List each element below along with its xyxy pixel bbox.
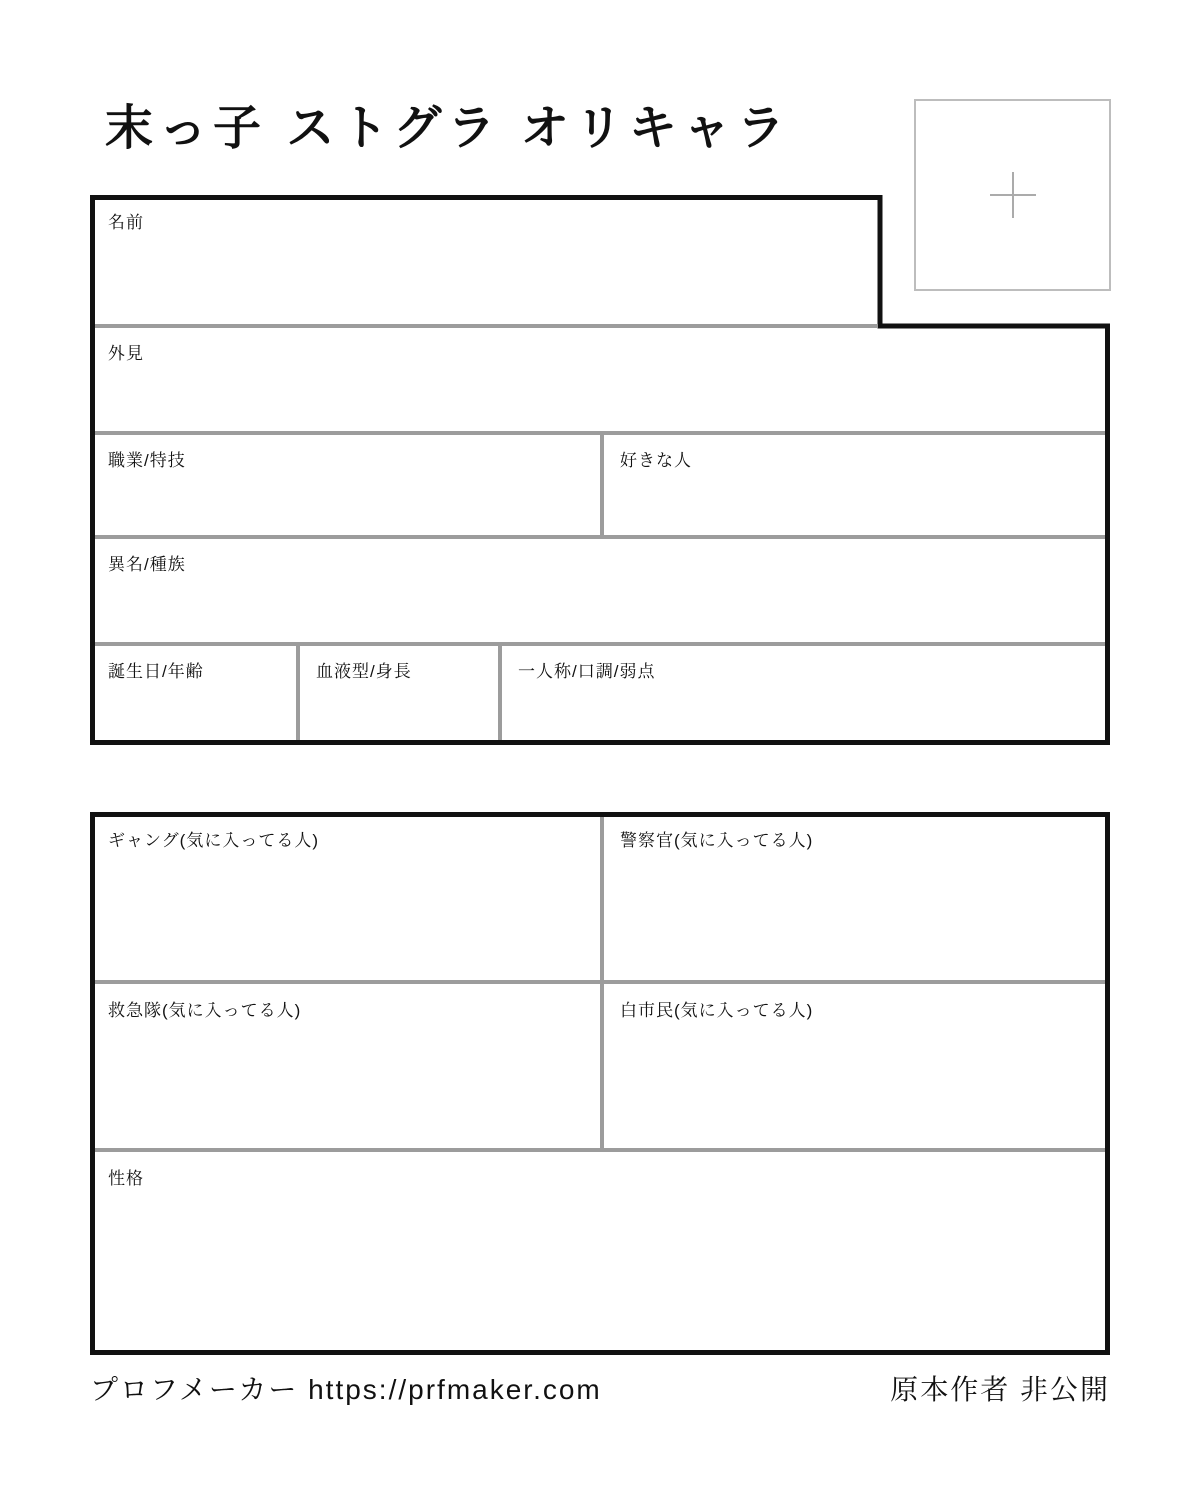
liked-person-label: 好きな人: [620, 451, 692, 470]
footer-author: 原本作者 非公開: [890, 1374, 1110, 1405]
occupation-field[interactable]: [95, 470, 600, 534]
appearance-field[interactable]: [95, 363, 1105, 430]
footer-credit[interactable]: プロフメーカー https://prfmaker.com: [90, 1374, 602, 1405]
appearance-label: 外見: [108, 344, 144, 363]
personality-field[interactable]: [95, 1188, 1105, 1350]
name-field[interactable]: [95, 231, 878, 323]
citizen-label: 白市民(気に入ってる人): [620, 1001, 814, 1020]
pronoun-label: 一人称/口調/弱点: [518, 662, 656, 681]
relations-box: [90, 812, 1110, 1355]
footer: [90, 1368, 1110, 1408]
name-label: 名前: [108, 213, 144, 232]
blood-label: 血液型/身長: [316, 662, 412, 681]
page-title: 末っ子 ストグラ オリキャラ: [105, 102, 791, 155]
gang-field[interactable]: [95, 850, 600, 980]
liked-person-field[interactable]: [604, 470, 1105, 534]
occupation-label: 職業/特技: [108, 451, 186, 470]
personality-label: 性格: [108, 1169, 144, 1188]
blood-field[interactable]: [300, 681, 498, 740]
gang-label: ギャング(気に入ってる人): [108, 831, 319, 850]
paramedic-label: 救急隊(気に入ってる人): [108, 1001, 302, 1020]
birthday-field[interactable]: [95, 681, 296, 740]
police-field[interactable]: [604, 850, 1105, 980]
profile-main-box: [90, 195, 1110, 745]
citizen-field[interactable]: [604, 1020, 1105, 1148]
paramedic-field[interactable]: [95, 1020, 600, 1148]
pronoun-field[interactable]: [502, 681, 1105, 740]
alias-field[interactable]: [95, 574, 1105, 641]
alias-label: 異名/種族: [108, 555, 186, 574]
birthday-label: 誕生日/年齢: [108, 662, 204, 681]
police-label: 警察官(気に入ってる人): [620, 831, 814, 850]
